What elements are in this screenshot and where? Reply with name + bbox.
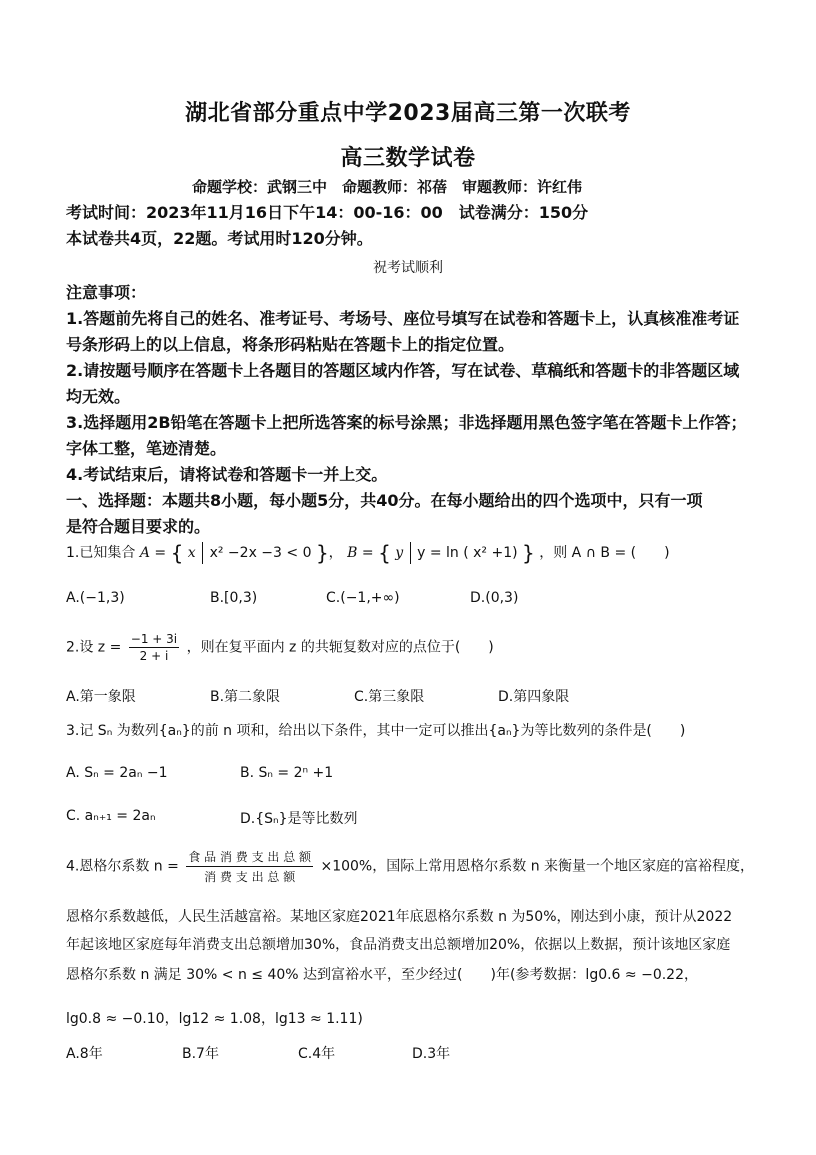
wish-text: 祝考试顺利 [373,260,443,276]
q4-option-c: C.4年 [298,1046,336,1062]
note-line: 2.请按题号顺序在答题卡上各题目的答题区域内作答，写在试卷、草稿纸和答题卡的非答题区域 [66,361,740,380]
q3-option-c: C. aₙ₊₁ = 2aₙ [66,808,156,824]
question-2-stem [66,632,494,663]
question-4-stem [66,848,754,885]
q1-option-c: C.(−1,+∞) [326,590,400,606]
q1-set-a: A [139,545,150,561]
q2-numerator: −1 + 3i [130,632,178,646]
set-bar-icon [410,542,411,564]
q1-prefix: 1.已知集合 [66,545,136,561]
q2-option-a: A.第一象限 [66,689,136,705]
q4-option-b: B.7年 [182,1046,219,1062]
set-bar-icon [202,542,203,564]
open-brace-icon: { [170,541,184,565]
section-heading: 是符合题目要求的。 [66,517,211,536]
q2-option-b: B.第二象限 [210,689,281,705]
q4-option-a: A.8年 [66,1046,103,1062]
q2-suffix: ，则在复平面内 z 的共轭复数对应的点位于( ) [186,639,494,656]
q1-set-b: B [347,545,358,561]
open-brace-icon: { [378,541,391,565]
q1-cond-b: y = ln ( x² +1) [417,545,518,561]
q4-option-d: D.3年 [412,1046,451,1062]
note-line: 号条形码上的以上信息，将条形码粘贴在答题卡上的指定位置。 [66,335,515,354]
exam-time: 考试时间：2023年11月16日下午14：00-16：00 试卷满分：150分 [66,203,589,222]
q1-x: x [187,545,196,561]
q2-denominator: 2 + i [139,649,169,663]
note-line: 4.考试结束后，请将试卷和答题卡一并上交。 [66,465,388,484]
q4-line: 年起该地区家庭每年消费支出总额增加30%，食品消费支出总额增加20%，依据以上数据，预计该地区家庭 [66,937,731,953]
pages-info: 本试卷共4页，22题。考试用时120分钟。 [66,229,373,248]
note-line: 3.选择题用2B铅笔在答题卡上把所选答案的标号涂黑；非选择题用黑色签字笔在答题卡上作答； [66,413,747,432]
q4-line: 恩格尔系数 n 满足 30% < n ≤ 40% 达到富裕水平，至少经过( )年(参考数据：lg0.6 ≈ −0.22， [66,967,699,983]
author-line: 命题学校：武钢三中 命题教师：祁蓓 审题教师：许红伟 [192,178,583,196]
q4-fraction [186,848,313,885]
note-line: 均无效。 [66,387,131,406]
note-line: 1.答题前先将自己的姓名、准考证号、考场号、座位号填写在试卷和答题卡上，认真核准准考证 [66,309,740,328]
q4-numerator: 食 品 消 费 支 出 总 额 [186,848,313,867]
q4-after-fraction: ×100%，国际上常用恩格尔系数 n 来衡量一个地区家庭的富裕程度， [320,858,755,875]
section-heading: 一、选择题：本题共8小题，每小题5分，共40分。在每小题给出的四个选项中，只有一项 [66,491,703,510]
q4-line: lg0.8 ≈ −0.10，lg12 ≈ 1.08，lg13 ≈ 1.11) [66,1011,363,1027]
notes-heading: 注意事项： [66,283,147,302]
question-1-stem: 1.已知集合 A = { x x² −2x −3 < 0 }， B = { y y = ln ( x² +1) } ，则 A ∩ B = ( ) [66,541,670,565]
q2-prefix: 2.设 z = [66,639,122,656]
q3-option-a: A. Sₙ = 2aₙ −1 [66,765,168,781]
exam-subtitle: 高三数学试卷 [340,146,476,171]
q1-option-b: B.[0,3) [210,590,258,606]
q2-option-c: C.第三象限 [354,689,425,705]
q1-option-a: A.(−1,3) [66,590,125,606]
exam-title: 湖北省部分重点中学2023届高三第一次联考 [185,101,631,126]
note-line: 字体工整，笔迹清楚。 [66,439,227,458]
q3-option-b: B. Sₙ = 2ⁿ +1 [240,765,334,781]
q3-option-d: D.{Sₙ}是等比数列 [240,811,358,827]
q4-line: 恩格尔系数越低，人民生活越富裕。某地区家庭2021年底恩格尔系数 n 为50%，刚达到小康，预计从2022 [66,909,733,925]
q1-y: y [395,545,404,561]
q1-suffix: ，则 A ∩ B = ( ) [539,545,670,561]
q4-prefix: 4.恩格尔系数 n = [66,858,179,875]
q2-fraction [129,632,179,663]
q1-cond-a: x² −2x −3 < 0 [209,545,312,561]
question-3-stem: 3.记 Sₙ 为数列{aₙ}的前 n 项和，给出以下条件，其中一定可以推出{aₙ}为等比数列的条件是( ) [66,723,686,739]
q1-option-d: D.(0,3) [470,590,519,606]
close-brace-icon: } [315,541,329,565]
close-brace-icon: } [522,541,535,565]
q2-option-d: D.第四象限 [498,689,570,705]
q4-denominator: 消 费 支 出 总 额 [204,870,296,884]
